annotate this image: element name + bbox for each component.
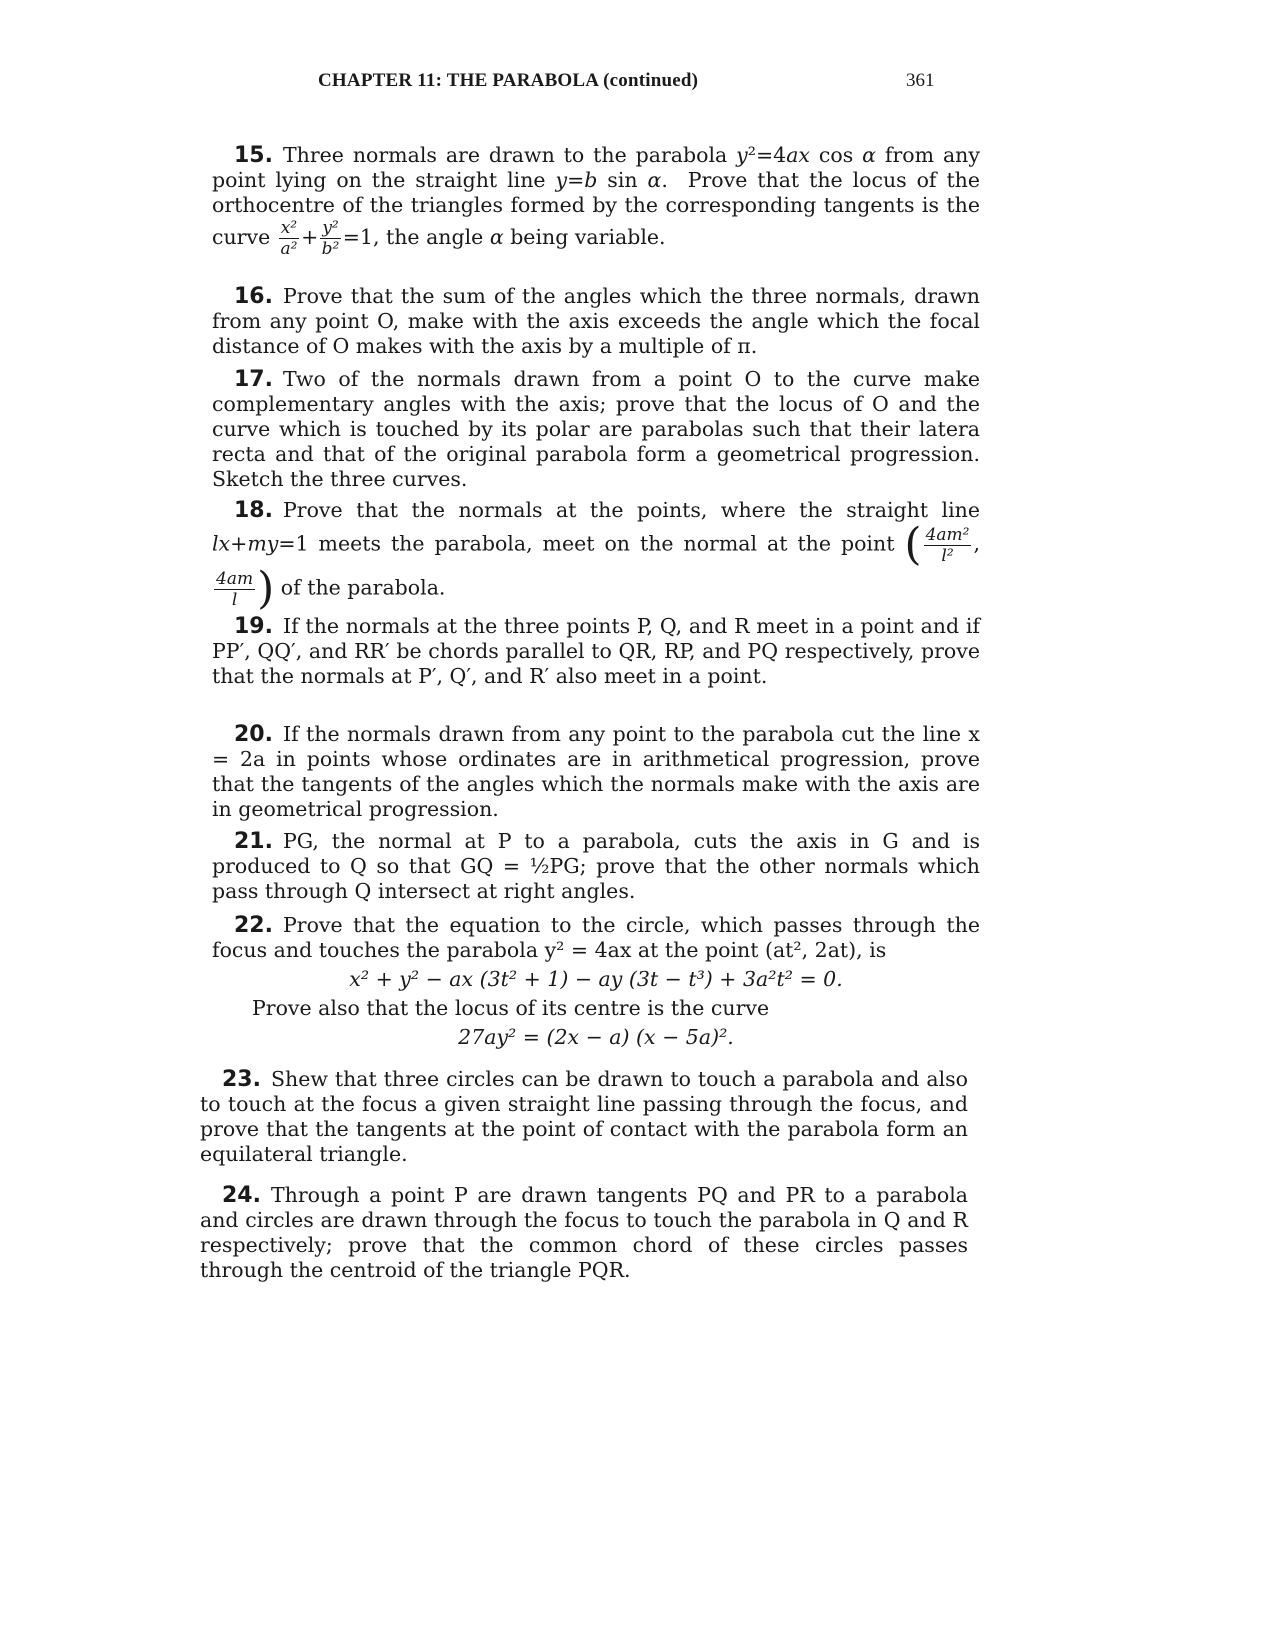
problem-text-continued: Prove also that the locus of its centre is the curve	[252, 996, 770, 1020]
problem-24	[200, 1183, 968, 1283]
problem-text: If the normals drawn from any point to the parabola cut the line x = 2a in points whose ordinates are in arithmetical progression, prove that the tangents of the angles which the normals make with the axis are in geometrical progression.	[212, 722, 980, 821]
problem-text: PG, the normal at P to a parabola, cuts the axis in G and is produced to Q so that GQ = ½PG; prove that the other normals which pass through Q intersect at right angles.	[212, 829, 980, 903]
problem-21	[212, 829, 980, 904]
equation-circle: x² + y² − ax (3t² + 1) − ay (3t − t³) + 3a²t² = 0.	[349, 967, 843, 991]
problem-number: 16.	[234, 284, 273, 309]
problem-text: Prove that the sum of the angles which the three normals, drawn from any point O, make with the axis exceeds the angle which the focal distance of O makes with the axis by a multiple of π.	[212, 284, 980, 358]
problem-number: 21.	[234, 829, 273, 854]
problem-number: 24.	[222, 1183, 261, 1208]
problem-text: Shew that three circles can be drawn to touch a parabola and also to touch at the focus a given straight line passing through the focus, and prove that the tangents at the point of contact with the parabola form an equilateral triangle.	[200, 1067, 968, 1166]
problem-20	[212, 722, 980, 822]
problem-number: 19.	[234, 614, 273, 639]
problem-18: 18. Prove that the normals at the points, where the straight line lx+my=1 meets the parabola, meet on the normal at the point ( $\frac{\text{4am²}}{\text{l²}}$ , $\frac{4am}{l}$ ) of the parabola.	[212, 498, 980, 614]
problem-16	[212, 284, 980, 359]
problem-text: If the normals at the three points P, Q, and R meet in a point and if PP′, QQ′, and RR′ be chords parallel to QR, RP, and PQ respectively, prove that the normals at P′, Q′, and R′ also meet in a point.	[212, 614, 980, 688]
problem-23	[200, 1067, 968, 1167]
problem-number: 18.	[234, 498, 273, 523]
equation-locus: 27ay² = (2x − a) (x − 5a)².	[458, 1025, 734, 1049]
problem-19	[212, 614, 980, 689]
problem-17	[212, 367, 980, 492]
problem-number: 17.	[234, 367, 273, 392]
problem-number: 23.	[222, 1067, 261, 1092]
problem-22	[212, 913, 980, 1050]
problem-number: 20.	[234, 722, 273, 747]
page-number: 361	[906, 70, 935, 91]
problem-text: Two of the normals drawn from a point O to the curve make complementary angles with the axis; prove that the locus of O and the curve which is touched by its polar are parabolas such that their latera recta and that of the original parabola form a geometrical progression. Sketch the three curves.	[212, 367, 980, 491]
problem-text: Through a point P are drawn tangents PQ and PR to a parabola and circles are drawn through the focus to touch the parabola in Q and R respectively; prove that the common chord of these circles passes through the centroid of the triangle PQR.	[200, 1183, 968, 1282]
problem-number: 15.	[234, 143, 273, 168]
problem-number: 22.	[234, 913, 273, 938]
chapter-title: CHAPTER 11: THE PARABOLA (continued)	[318, 70, 699, 91]
problem-text: Prove that the equation to the circle, which passes through the focus and touches the parabola y² = 4ax at the point (at², 2at), is	[212, 913, 980, 962]
problem-15: 15. Three normals are drawn to the parabola y²=4ax cos α from any point lying on the straight line y=b sin α. Prove that the locus of the orthocentre of the triangles formed by the corresponding tangents is the curve $\frac{\text{x²}}{\text{a²}}$ + $\frac{\text{y²}}{\text{b²}}$ =1, the angle α being variable.	[212, 143, 981, 259]
